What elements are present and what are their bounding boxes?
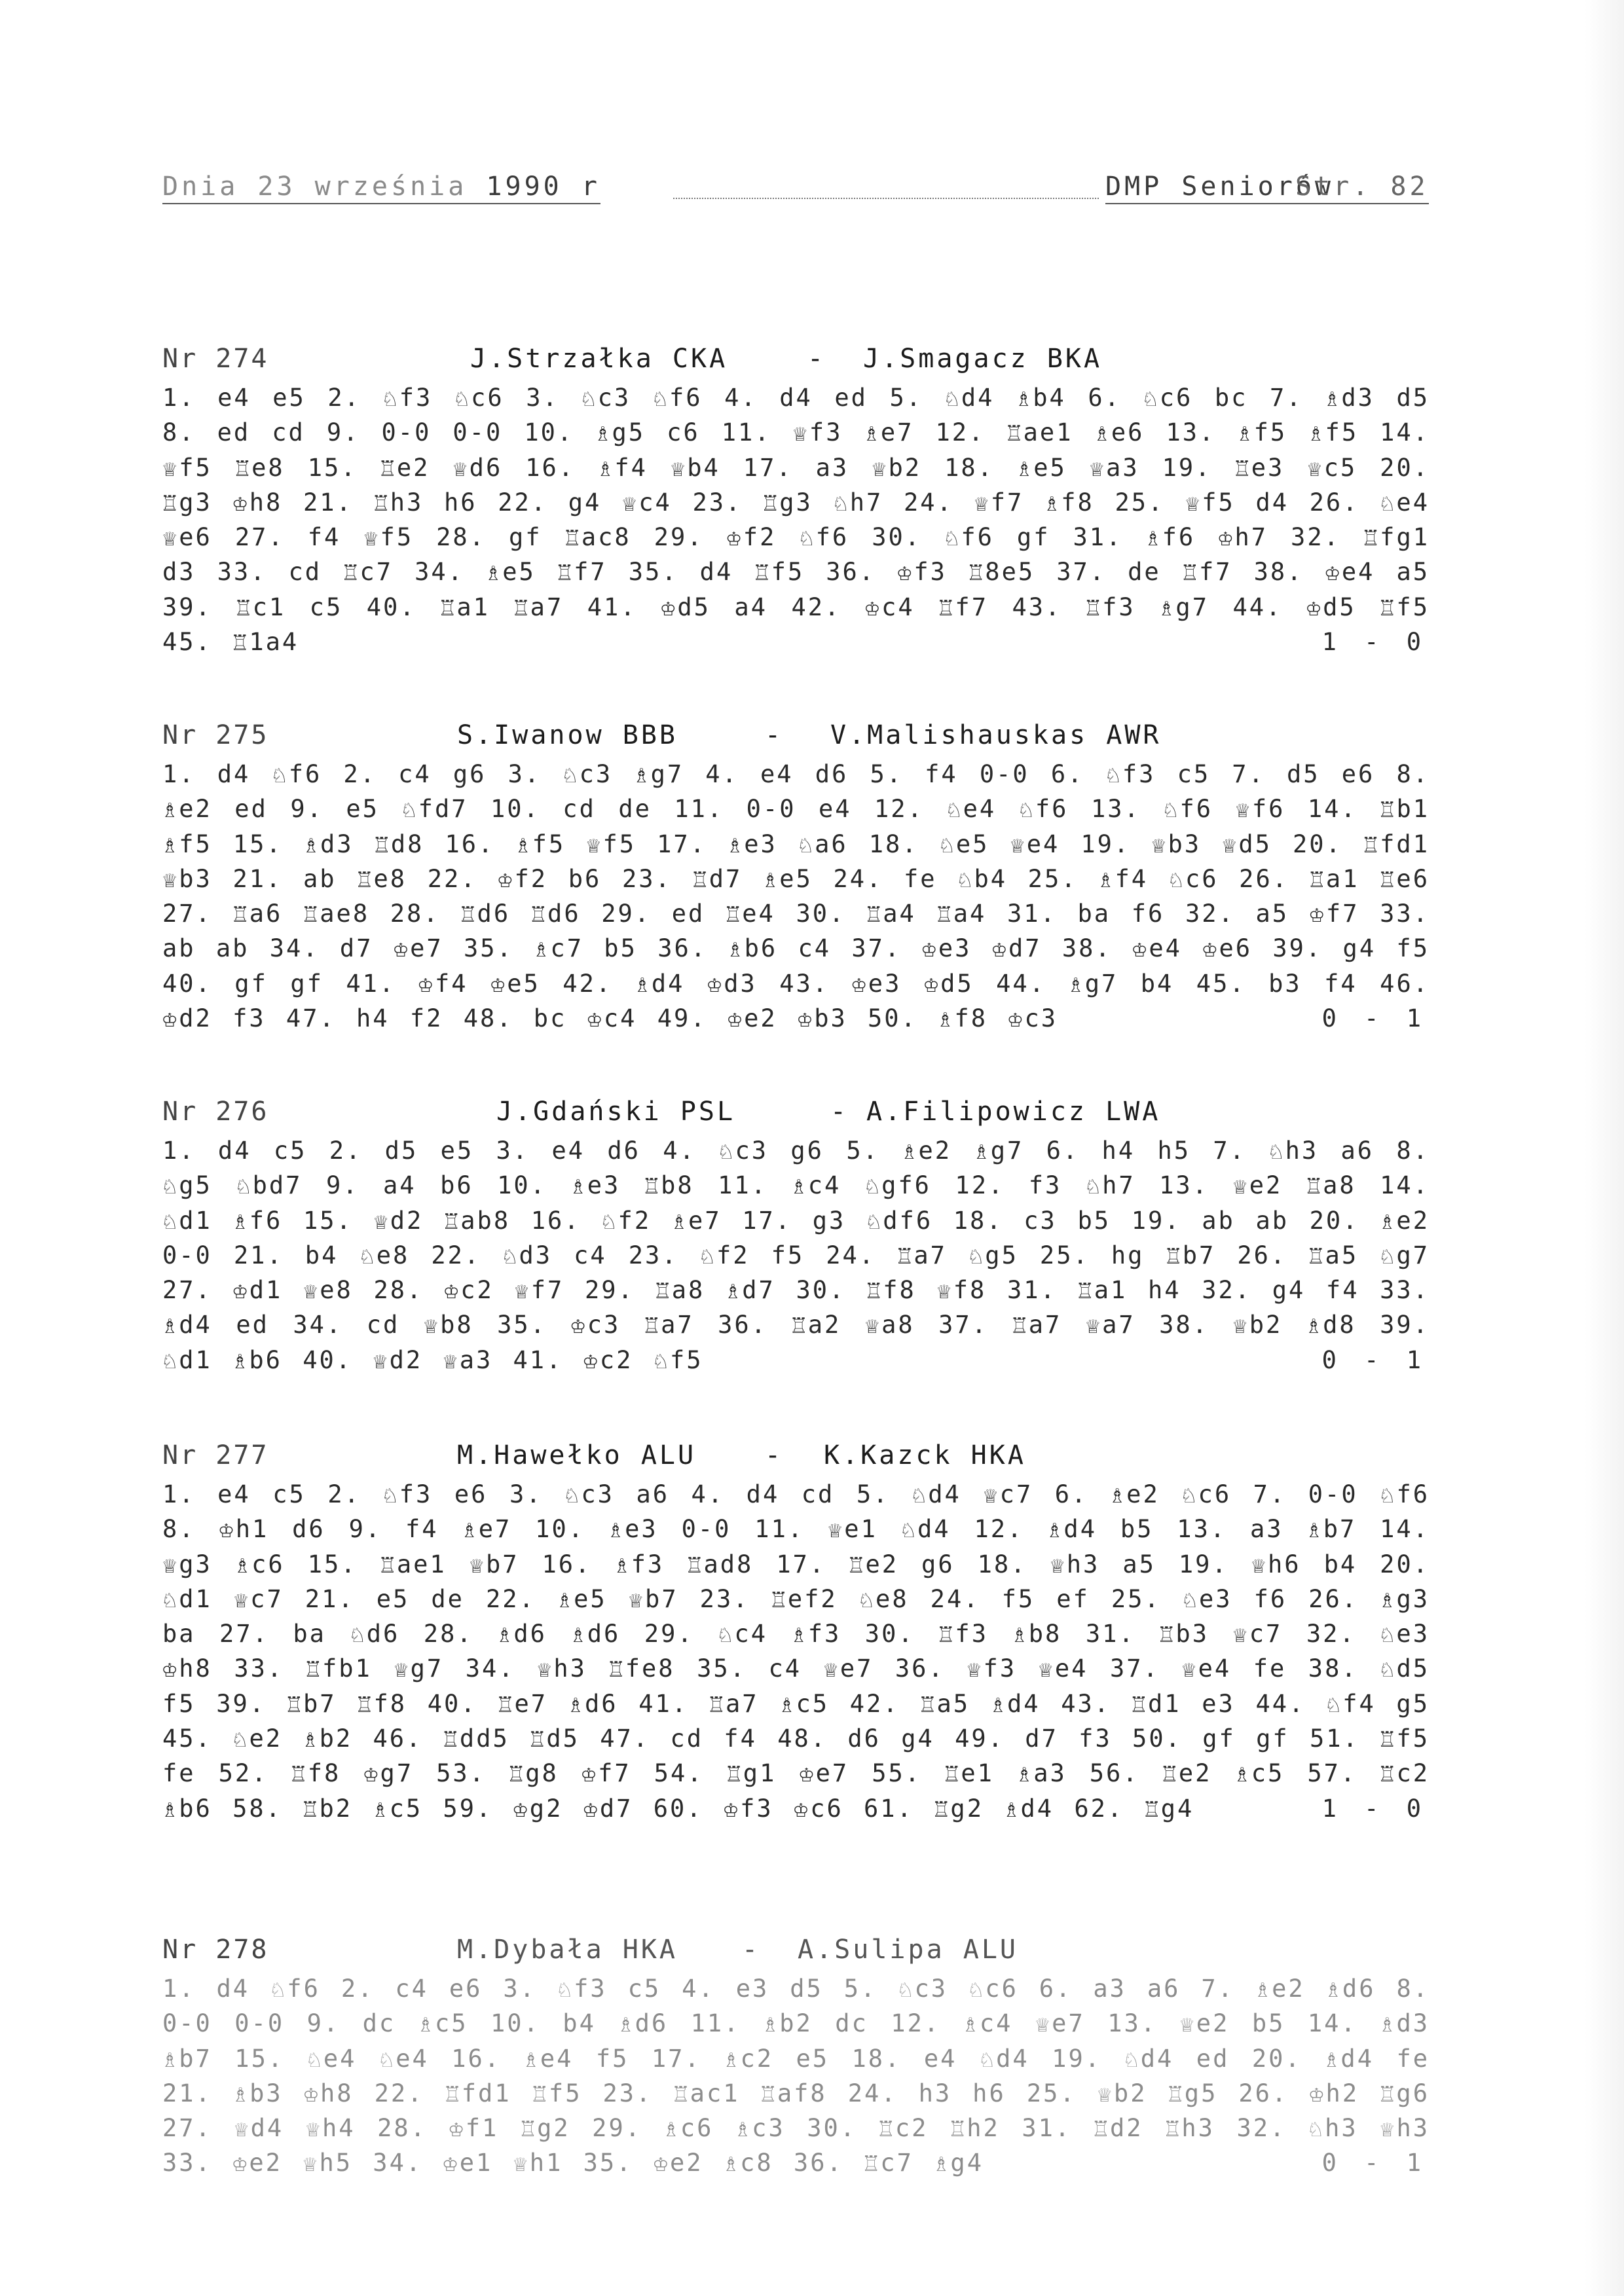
game-result: 0 - 1 xyxy=(1321,2149,1423,2178)
move-text: 1. d4 c5 2. d5 e5 3. e4 d6 4. ♘c3 g6 5. ♗e2 ♗g7 6. h4 h5 7. ♘h3 a6 8. ♘g5 ♘bd7 9. a4 b6 10. ♗e3 ♖b8 11. ♗c4 ♘gf6 12. f3 ♘h7 13. ♕e2 ♖a8 14. ♘d1 ♗f6 15. ♕d2 ♖ab8 16. ♘f2 ♗e7 17. g3 ♘df6 18. c3 b5 19. ab ab 20. ♗e2 0-0 21. b4 ♘e8 22. ♘d3 c4 23. ♘f2 f5 24. ♖a7 ♘g5 25. hg ♖b7 26. ♖a5 ♘g7 27. ♔d1 ♕e8 28. ♔c2 ♕f7 29. ♖a8 ♗d7 30. ♖f8 ♕f8 31. ♖a1 h4 32. g4 f4 33. ♗d4 ed 34. cd ♕b8 35. ♔c3 ♖a7 36. ♖a2 ♕a8 37. ♖a7 ♕a7 38. ♕b2 ♗d8 39. ♘d1 ♗b6 40. ♕d2 ♕a3 41. ♔c2 ♘f5 xyxy=(162,1137,1430,1374)
header-date xyxy=(162,172,600,204)
game-header xyxy=(162,720,1430,757)
white-player: J.Strzałka CKA xyxy=(470,344,728,374)
game-header xyxy=(162,1935,1430,1971)
game-number: Nr 274 xyxy=(162,344,269,374)
game-record xyxy=(162,1440,1430,1826)
player-separator: - xyxy=(830,1097,847,1127)
white-player: M.Hawełko ALU xyxy=(457,1440,697,1470)
move-text: 1. e4 c5 2. ♘f3 e6 3. ♘c3 a6 4. d4 cd 5. ♘d4 ♕c7 6. ♗e2 ♘c6 7. 0-0 ♘f6 8. ♔h1 d6 9. f4 ♗e7 10. ♗e3 0-0 11. ♕e1 ♘d4 12. ♗d4 b5 13. a3 ♗b7 14. ♕g3 ♗c6 15. ♖ae1 ♕b7 16. ♗f3 ♖ad8 17. ♖e2 g6 18. ♕h3 a5 19. ♕h6 b4 20. ♘d1 ♕c7 21. e5 de 22. ♗e5 ♕b7 23. ♖ef2 ♘e8 24. f5 ef 25. ♘e3 f6 26. ♗g3 ba 27. ba ♘d6 28. ♗d6 ♗d6 29. ♘c4 ♗f3 30. ♖f3 ♗b8 31. ♖b3 ♕c7 32. ♘e3 ♔h8 33. ♖fb1 ♕g7 34. ♕h3 ♖fe8 35. c4 ♕e7 36. ♕f3 ♕e4 37. ♕e4 fe 38. ♘d5 f5 39. ♖b7 ♖f8 40. ♖e7 ♗d6 41. ♖a7 ♗c5 42. ♖a5 ♗d4 43. ♖d1 e3 44. ♘f4 g5 45. ♘e2 ♗b2 46. ♖dd5 ♖d5 47. cd f4 48. d6 g4 49. d7 f3 50. gf gf 51. ♖f5 fe 52. ♖f8 ♔g7 53. ♖g8 ♔f7 54. ♖g1 ♔e7 55. ♖e1 ♗a3 56. ♖e2 ♗c5 57. ♖c2 ♗b6 58. ♖b2 ♗c5 59. ♔g2 ♔d7 60. ♔f3 ♔c6 61. ♖g2 ♗d4 62. ♖g4 xyxy=(162,1480,1430,1823)
game-record xyxy=(162,1097,1430,1377)
game-result: 0 - 1 xyxy=(1321,1004,1423,1033)
header-page-number: Str. 82 xyxy=(1295,172,1429,204)
game-record xyxy=(162,344,1430,659)
black-player: A.Sulipa ALU xyxy=(798,1935,1018,1965)
header-date-text: Dnia 23 września xyxy=(162,172,468,202)
game-moves xyxy=(162,757,1430,1036)
game-number: Nr 275 xyxy=(162,720,269,750)
game-number: Nr 277 xyxy=(162,1440,269,1470)
move-text: 1. d4 ♘f6 2. c4 g6 3. ♘c3 ♗g7 4. e4 d6 5. f4 0-0 6. ♘f3 c5 7. d5 e6 8. ♗e2 ed 9. e5 ♘fd7 10. cd de 11. 0-0 e4 12. ♘e4 ♘f6 13. ♘f6 ♕f6 14. ♖b1 ♗f5 15. ♗d3 ♖d8 16. ♗f5 ♕f5 17. ♗e3 ♘a6 18. ♘e5 ♕e4 19. ♕b3 ♕d5 20. ♖fd1 ♕b3 21. ab ♖e8 22. ♔f2 b6 23. ♖d7 ♗e5 24. fe ♘b4 25. ♗f4 ♘c6 26. ♖a1 ♖e6 27. ♖a6 ♖ae8 28. ♖d6 ♖d6 29. ed ♖e4 30. ♖a4 ♖a4 31. ba f6 32. a5 ♔f7 33. ab ab 34. d7 ♔e7 35. ♗c7 b5 36. ♗b6 c4 37. ♔e3 ♔d7 38. ♔e4 ♔e6 39. g4 f5 40. gf gf 41. ♔f4 ♔e5 42. ♗d4 ♔d3 43. ♔e3 ♔d5 44. ♗g7 b4 45. b3 f4 46. ♔d2 f3 47. h4 f2 48. bc ♔c4 49. ♔e2 ♔b3 50. ♗f8 ♔c3 xyxy=(162,760,1430,1033)
game-record xyxy=(162,720,1430,1036)
player-separator: - xyxy=(742,1935,758,1965)
game-moves xyxy=(162,1477,1430,1826)
black-player: A.Filipowicz LWA xyxy=(866,1097,1161,1127)
game-moves xyxy=(162,380,1430,659)
game-result: 0 - 1 xyxy=(1321,1345,1423,1374)
header-year: 1990 r xyxy=(486,172,600,202)
black-player: K.Kazck HKA xyxy=(824,1440,1026,1470)
game-header xyxy=(162,344,1430,380)
move-text: 1. d4 ♘f6 2. c4 e6 3. ♘f3 c5 4. e3 d5 5. ♘c3 ♘c6 6. a3 a6 7. ♗e2 ♗d6 8. 0-0 0-0 9. dc ♗c5 10. b4 ♗d6 11. ♗b2 dc 12. ♗c4 ♕e7 13. ♕e2 b5 14. ♗d3 ♗b7 15. ♘e4 ♘e4 16. ♗e4 f5 17. ♗c2 e5 18. e4 ♘d4 19. ♘d4 ed 20. ♗d4 fe 21. ♗b3 ♔h8 22. ♖fd1 ♖f5 23. ♖ac1 ♖af8 24. h3 h6 25. ♕b2 ♖g5 26. ♔h2 ♖g6 27. ♕d4 ♕h4 28. ♔f1 ♖g2 29. ♗c6 ♗c3 30. ♖c2 ♖h2 31. ♖d2 ♖h3 32. ♘h3 ♕h3 33. ♔e2 ♕h5 34. ♔e1 ♕h1 35. ♔e2 ♗c8 36. ♖c7 ♗g4 xyxy=(162,1975,1430,2178)
header-event: DMP Seniorów xyxy=(1105,172,1334,204)
game-header xyxy=(162,1097,1430,1133)
move-text: 1. e4 e5 2. ♘f3 ♘c6 3. ♘c3 ♘f6 4. d4 ed 5. ♘d4 ♗b4 6. ♘c6 bc 7. ♗d3 d5 8. ed cd 9. 0-0 0-0 10. ♗g5 c6 11. ♕f3 ♗e7 12. ♖ae1 ♗e6 13. ♗f5 ♗f5 14. ♕f5 ♖e8 15. ♖e2 ♕d6 16. ♗f4 ♕b4 17. a3 ♕b2 18. ♗e5 ♕a3 19. ♖e3 ♕c5 20. ♖g3 ♔h8 21. ♖h3 h6 22. g4 ♕c4 23. ♖g3 ♘h7 24. ♕f7 ♗f8 25. ♕f5 d4 26. ♘e4 ♕e6 27. f4 ♕f5 28. gf ♖ac8 29. ♔f2 ♘f6 30. ♘f6 gf 31. ♗f6 ♔h7 32. ♖fg1 d3 33. cd ♖c7 34. ♗e5 ♖f7 35. d4 ♖f5 36. ♔f3 ♖8e5 37. de ♖f7 38. ♔e4 a5 39. ♖c1 c5 40. ♖a1 ♖a7 41. ♔d5 a4 42. ♔c4 ♖f7 43. ♖f3 ♗g7 44. ♔d5 ♖f5 45. ♖1a4 xyxy=(162,384,1430,657)
header-dotted-rule xyxy=(673,198,1099,199)
player-separator: - xyxy=(765,720,781,750)
player-separator: - xyxy=(765,1440,781,1470)
game-number: Nr 278 xyxy=(162,1935,269,1965)
game-result: 1 - 0 xyxy=(1321,628,1423,657)
white-player: S.Iwanow BBB xyxy=(457,720,678,750)
game-header xyxy=(162,1440,1430,1477)
game-record xyxy=(162,1935,1430,2181)
black-player: V.Malishauskas AWR xyxy=(830,720,1162,750)
black-player: J.Smagacz BKA xyxy=(863,344,1103,374)
player-separator: - xyxy=(807,344,824,374)
white-player: J.Gdański PSL xyxy=(496,1097,736,1127)
game-number: Nr 276 xyxy=(162,1097,269,1127)
white-player: M.Dybała HKA xyxy=(457,1935,678,1965)
game-moves xyxy=(162,1971,1430,2181)
running-header xyxy=(162,172,1430,210)
game-result: 1 - 0 xyxy=(1321,1794,1423,1823)
game-moves xyxy=(162,1133,1430,1377)
page-edge-shadow xyxy=(1585,0,1624,2296)
